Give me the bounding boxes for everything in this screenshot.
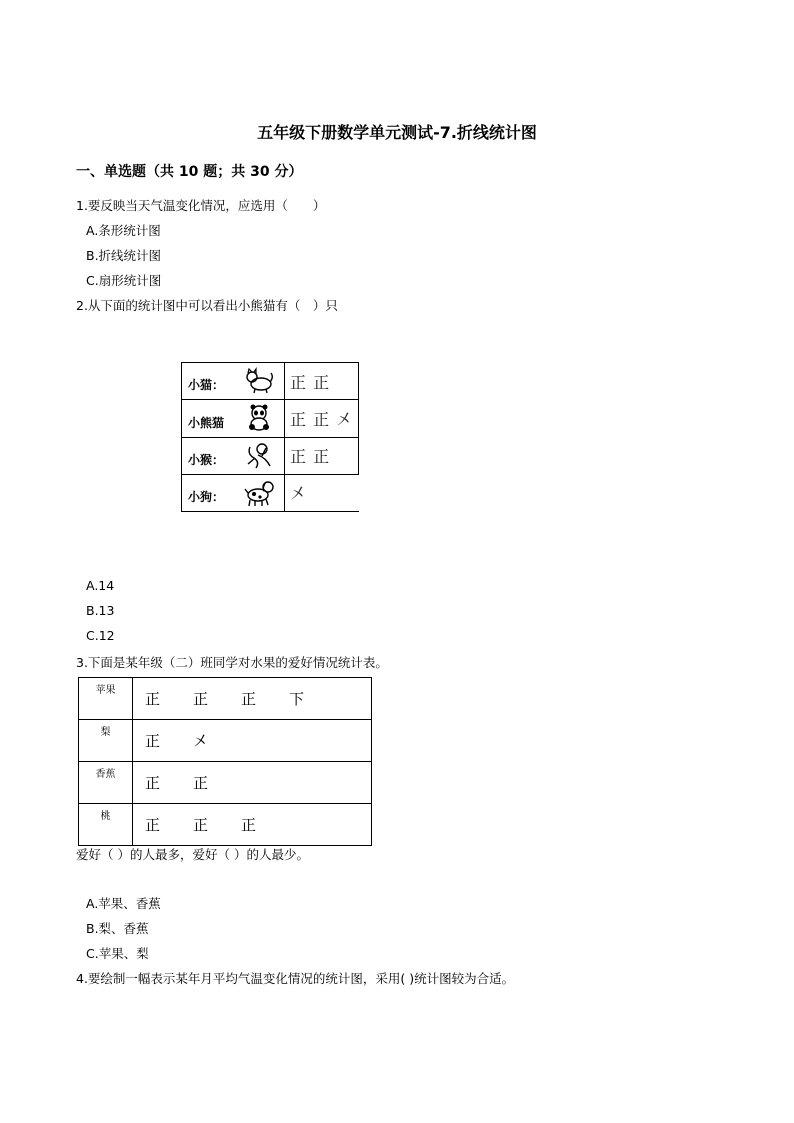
page-title: 五年级下册数学单元测试-7.折线统计图 — [257, 123, 537, 142]
tally-cell: 正 正 — [285, 363, 359, 400]
table-row — [182, 400, 359, 437]
fruit-label: 梨 — [79, 720, 133, 762]
dog-icon — [244, 479, 274, 507]
row-label: 小猴： — [188, 452, 225, 467]
tally-cell: 正 正 — [133, 762, 372, 804]
fruit-label: 桃 — [79, 804, 133, 846]
tally-cell: 正 正 — [285, 437, 359, 474]
q2-option-c[interactable]: C.12 — [86, 628, 115, 643]
q2-option-b[interactable]: B.13 — [86, 603, 115, 618]
tally-cell: 正 㐅 — [133, 720, 372, 762]
section-heading: 一、单选题（共 10 题；共 30 分） — [76, 164, 303, 180]
table-row — [182, 474, 359, 511]
question-2: 2.从下面的统计图中可以看出小熊猫有（ ）只 — [76, 298, 338, 313]
q1-option-b[interactable]: B.折线统计图 — [86, 248, 162, 263]
q2-option-a[interactable]: A.14 — [86, 578, 115, 593]
question-1: 1.要反映当天气温变化情况，应选用（ ） — [76, 198, 326, 213]
table-row — [79, 762, 372, 804]
row-label: 小猫： — [188, 378, 225, 393]
q3-option-a[interactable]: A.苹果、香蕉 — [86, 896, 161, 911]
tally-cell: 㐅 — [285, 474, 359, 511]
question-3: 3.下面是某年级（二）班同学对水果的爱好情况统计表。 — [76, 655, 388, 670]
table-row — [182, 363, 359, 400]
q3-option-b[interactable]: B.梨、香蕉 — [86, 921, 149, 936]
row-label: 小熊猫 — [188, 415, 225, 430]
row-label: 小狗： — [188, 490, 225, 504]
fruit-label: 苹果 — [79, 678, 133, 720]
fruit-tally-table — [78, 677, 372, 846]
panda-icon — [244, 404, 274, 432]
question-3-subtext: 爱好（ ）的人最多，爱好（ ）的人最少。 — [76, 847, 309, 862]
question-4: 4.要绘制一幅表示某年月平均气温变化情况的统计图，采用( )统计图较为合适。 — [76, 971, 515, 986]
fruit-label: 香蕉 — [79, 762, 133, 804]
cat-icon — [244, 367, 274, 395]
q1-option-a[interactable]: A.条形统计图 — [86, 223, 161, 238]
tally-cell: 正 正 㐅 — [285, 400, 359, 437]
animal-tally-table — [181, 362, 359, 512]
q1-option-c[interactable]: C.扇形统计图 — [86, 273, 162, 288]
monkey-icon — [244, 442, 274, 470]
tally-cell: 正 正 正 下 — [133, 678, 372, 720]
table-row — [182, 437, 359, 474]
table-row — [79, 678, 372, 720]
q3-option-c[interactable]: C.苹果、梨 — [86, 946, 149, 961]
tally-cell: 正 正 正 — [133, 804, 372, 846]
table-row — [79, 720, 372, 762]
table-row — [79, 804, 372, 846]
